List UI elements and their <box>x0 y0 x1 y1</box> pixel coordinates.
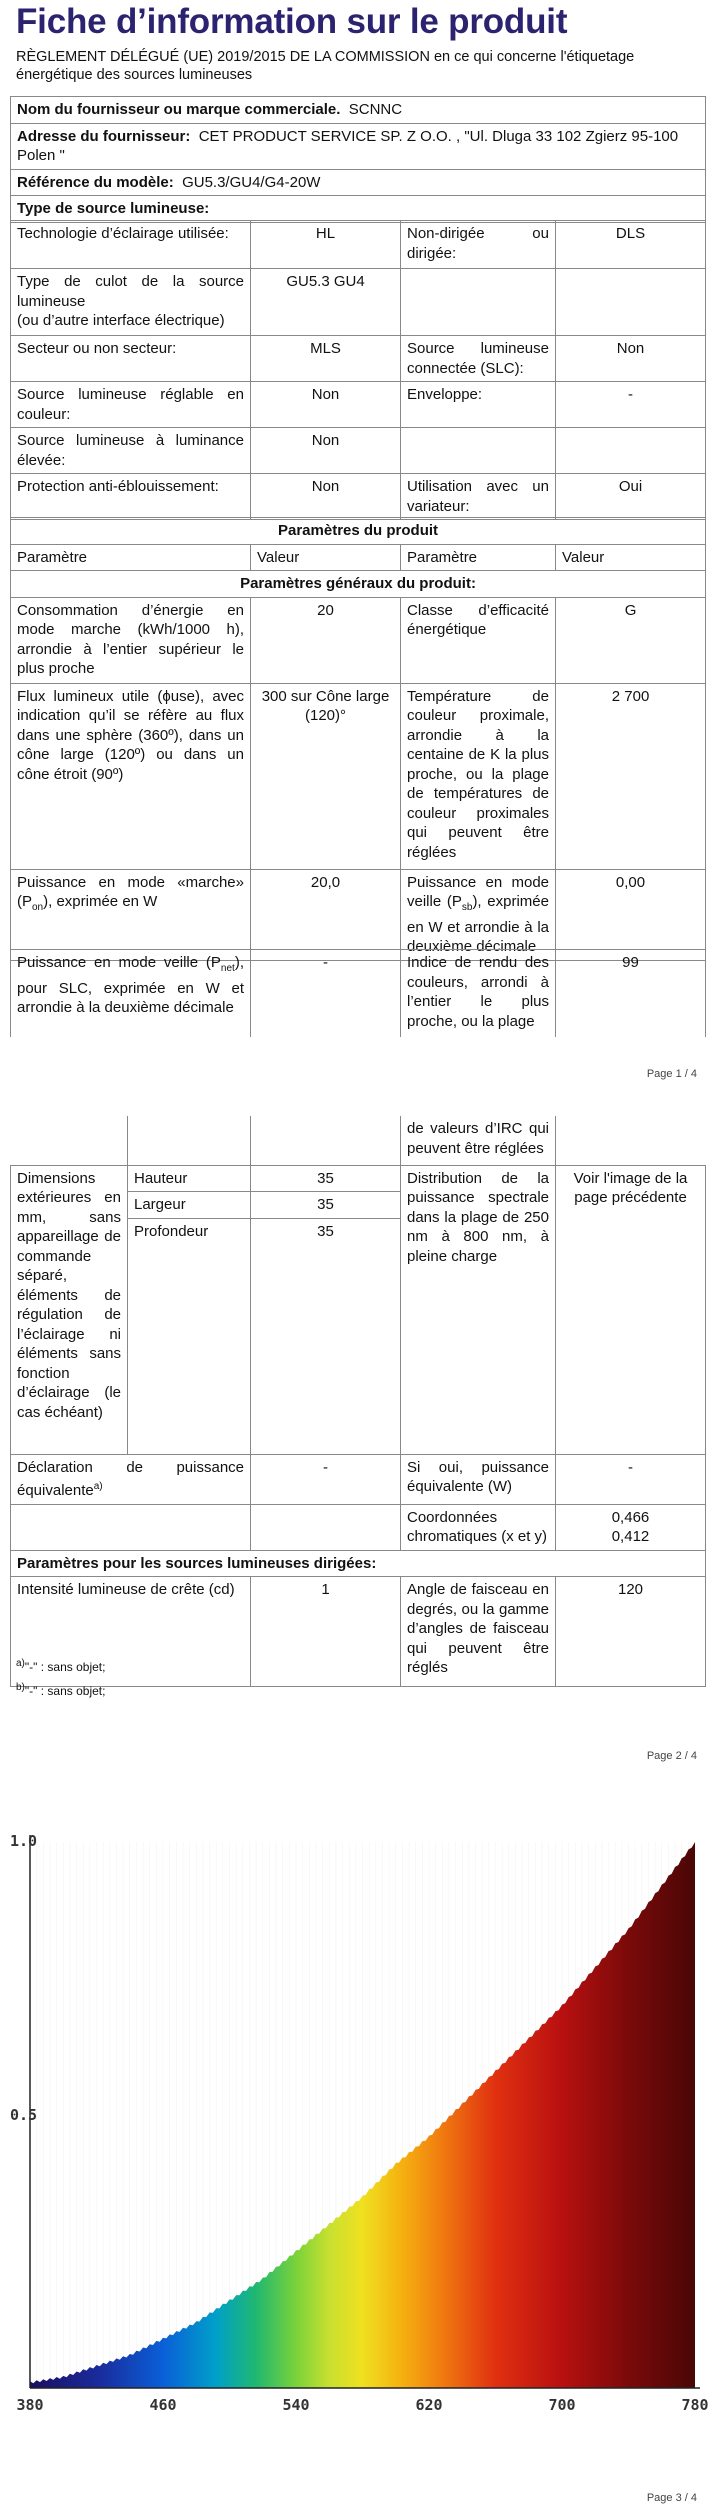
x-tick-label: 620 <box>415 2396 443 2414</box>
class-value: G <box>556 597 706 683</box>
cct-value: 2 700 <box>556 683 706 869</box>
dimensions-table <box>10 1116 706 1687</box>
cap-value: GU5.3 GU4 <box>251 269 401 336</box>
highlum-empty-2 <box>556 428 706 474</box>
dims-label: Dimensions extérieures en mm, sans appareillage de commande séparé, éléments de régulation de l’éclairage ni éléments sans fonction d’éclairage (le cas échéant) <box>11 1165 128 1454</box>
chroma-empty-1 <box>11 1504 251 1550</box>
chroma-value: 0,466 0,412 <box>556 1504 706 1550</box>
supplier-table <box>10 96 706 223</box>
antiglare-value: Non <box>251 474 401 520</box>
height-label: Hauteur <box>128 1165 251 1192</box>
footnote-b: $^{b)}$"-" : sans objet; <box>16 1682 106 1698</box>
col-value-1: Valeur <box>251 544 401 571</box>
chroma-label: Coordonnées chromatiques (x et y) <box>401 1504 556 1550</box>
highlum-label: Source lumineuse à luminance élevée: <box>11 428 251 474</box>
cap-label: Type de culot de la source lumineuse (ou d’autre interface électrique) <box>11 269 251 336</box>
nondirected-label: Non-dirigée ou dirigée: <box>401 221 556 269</box>
general-heading: Paramètres généraux du produit: <box>11 571 706 598</box>
pon-value: 20,0 <box>251 869 401 960</box>
psb-label: Puissance en mode veille $(P_{sb})$, exprimée en W et arrondie à la deuxième décimale <box>401 869 556 960</box>
equiv-w-label: Si oui, puissance équivalente (W) <box>401 1454 556 1504</box>
cont-empty-1 <box>11 1116 128 1165</box>
footnote-a: $^{a)}$"-" : sans objet; <box>16 1658 106 1674</box>
supplier-address-cell: Adresse du fournisseur: CET PRODUCT SERVICE SP. Z O.O. , "Ul. Dluga 33 102 Zgierz 95-100 Polen " <box>11 123 706 169</box>
col-param-2: Paramètre <box>401 544 556 571</box>
dimmer-value: Oui <box>556 474 706 520</box>
width-label: Largeur <box>128 1192 251 1219</box>
x-tick-label: 540 <box>282 2396 310 2414</box>
dimmer-label: Utilisation avec un variateur: <box>401 474 556 520</box>
class-label: Classe d’efficacité énergétique <box>401 597 556 683</box>
x-tick-label: 460 <box>149 2396 177 2414</box>
pnet-label: Puissance en mode veille $(P_{net})$, pour SLC, exprimée en W et arrondie à la deuxième décimale <box>11 950 251 1038</box>
page1-cut-row <box>10 949 706 1037</box>
flux-value: 300 sur Cône large (120)° <box>251 683 401 869</box>
tunable-value: Non <box>251 382 401 428</box>
supplier-name-cell: Nom du fournisseur ou marque commerciale. SCNNC <box>11 97 706 124</box>
cri-cont-label: de valeurs d’IRC qui peuvent être réglées <box>401 1116 556 1165</box>
page-number-2: Page 2 / 4 <box>646 1750 697 1762</box>
cont-empty-4 <box>556 1116 706 1165</box>
slc-value: Non <box>556 336 706 382</box>
x-tick-label: 780 <box>681 2396 709 2414</box>
cap-empty-2 <box>556 269 706 336</box>
pon-label: Puissance en mode «marche» $(P_{on})$, exprimée en W <box>11 869 251 960</box>
psb-value: 0,00 <box>556 869 706 960</box>
slc-label: Source lumineuse connectée (SLC): <box>401 336 556 382</box>
tech-label: Technologie d’éclairage utilisée: <box>11 221 251 269</box>
col-value-2: Valeur <box>556 544 706 571</box>
y-tick-0-5: 0.5 <box>10 2106 38 2124</box>
energy-value: 20 <box>251 597 401 683</box>
mains-label: Secteur ou non secteur: <box>11 336 251 382</box>
tech-value: HL <box>251 221 401 269</box>
equiv-label: Déclaration de puissance équivalente$^{a)}$ <box>11 1454 251 1504</box>
cont-empty-3 <box>251 1116 401 1165</box>
pnet-value: - <box>251 950 401 1038</box>
peak-label: Intensité lumineuse de crête (cd) <box>11 1577 251 1687</box>
beam-label: Angle de faisceau en degrés, ou la gamme d’angles de faisceau qui peuvent être réglés <box>401 1577 556 1687</box>
flux-label: Flux lumineux utile (ϕuse), avec indication qu’il se réfère au flux dans une sphère (360º), dans un cône large (120º) ou dans un cône étroit (90º) <box>11 683 251 869</box>
tunable-label: Source lumineuse réglable en couleur: <box>11 382 251 428</box>
spectral-distribution-chart <box>0 1790 713 2450</box>
peak-value: 1 <box>251 1577 401 1687</box>
depth-label: Profondeur <box>128 1218 251 1454</box>
equiv-w-value: - <box>556 1454 706 1504</box>
page-title: Fiche d’information sur le produit <box>16 2 568 41</box>
antiglare-label: Protection anti-éblouissement: <box>11 474 251 520</box>
directed-heading: Paramètres pour les sources lumineuses dirigées: <box>11 1550 706 1577</box>
cap-empty <box>401 269 556 336</box>
beam-value: 120 <box>556 1577 706 1687</box>
params-heading: Paramètres du produit <box>11 518 706 545</box>
regulation-subtitle: RÈGLEMENT DÉLÉGUÉ (UE) 2019/2015 DE LA COMMISSION en ce qui concerne l'étiquetage énergétique des sources lumineuses <box>16 49 635 83</box>
depth-value: 35 <box>251 1218 401 1454</box>
highlum-value: Non <box>251 428 401 474</box>
x-tick-label: 700 <box>548 2396 576 2414</box>
equiv-value: - <box>251 1454 401 1504</box>
cri-value: 99 <box>556 950 706 1038</box>
mains-value: MLS <box>251 336 401 382</box>
highlum-empty <box>401 428 556 474</box>
energy-label: Consommation d’énergie en mode marche (kWh/1000 h), arrondie à l’entier supérieur le plus proche <box>11 597 251 683</box>
width-value: 35 <box>251 1192 401 1219</box>
page-number-1: Page 1 / 4 <box>646 1068 697 1080</box>
cct-label: Température de couleur proximale, arrondie à la centaine de K la plus proche, ou la plage de températures de couleur proximales qui peuvent être réglées <box>401 683 556 869</box>
page-number-3: Page 3 / 4 <box>646 2492 697 2504</box>
envelope-label: Enveloppe: <box>401 382 556 428</box>
height-value: 35 <box>251 1165 401 1192</box>
product-params-table <box>10 517 706 961</box>
chroma-empty-2 <box>251 1504 401 1550</box>
light-source-type-heading: Type de source lumineuse: <box>11 196 706 223</box>
model-reference-cell: Référence du modèle: GU5.3/GU4/G4-20W <box>11 169 706 196</box>
cri-label: Indice de rendu des couleurs, arrondi à l’entier le plus proche, ou la plage <box>401 950 556 1038</box>
cont-empty-2 <box>128 1116 251 1165</box>
light-source-type-table <box>10 220 706 520</box>
envelope-value: - <box>556 382 706 428</box>
nondirected-value: DLS <box>556 221 706 269</box>
spd-label: Distribution de la puissance spectrale dans la plage de 250 nm à 800 nm, à pleine charge <box>401 1165 556 1454</box>
x-tick-label: 380 <box>16 2396 44 2414</box>
spd-value: Voir l'image de la page précédente <box>556 1165 706 1454</box>
y-tick-1-0: 1.0 <box>10 1832 38 1850</box>
col-param-1: Paramètre <box>11 544 251 571</box>
